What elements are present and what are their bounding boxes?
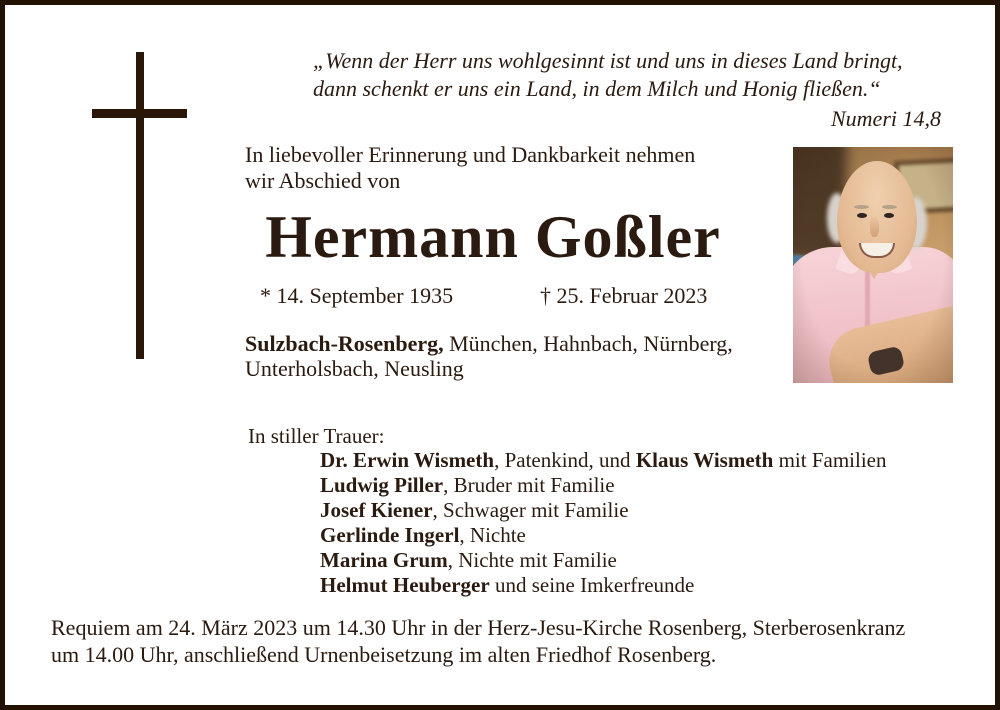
intro-text [245, 142, 695, 194]
mourner-relation: und seine Imkerfreunde [489, 573, 695, 597]
funeral-info-line2: um 14.00 Uhr, anschließend Urnenbeisetzung im alten Friedhof Rosenberg. [51, 642, 717, 667]
mourner-row [320, 498, 887, 523]
mourner-name: Dr. Erwin Wismeth [320, 448, 495, 472]
bible-quote [313, 47, 941, 133]
mourner-row [320, 523, 887, 548]
mourner-relation: , Nichte mit Familie [447, 548, 617, 572]
mourner-relation: , Bruder mit Familie [443, 473, 615, 497]
mourner-row [320, 573, 887, 598]
deceased-name: Hermann Goßler [265, 204, 721, 270]
funeral-info-line1: Requiem am 24. März 2023 um 14.30 Uhr in der Herz-Jesu-Kirche Rosenberg, Sterberosenkranz [51, 615, 906, 640]
intro-line1: In liebevoller Erinnerung und Dankbarkeit nehmen [245, 142, 696, 167]
quote-attribution: Numeri 14,8 [831, 106, 941, 131]
birth-date: * 14. September 1935 [260, 283, 454, 308]
mourner-relation: , Patenkind, und [494, 448, 636, 472]
home-town: Sulzbach-Rosenberg, [245, 331, 444, 356]
places-lived [245, 331, 775, 381]
mourner-name: Gerlinde Ingerl [320, 523, 460, 547]
mourner-name: Helmut Heuberger [320, 573, 490, 597]
mourner-row [320, 548, 887, 573]
cross-horizontal-bar [92, 109, 187, 118]
mourner-row [320, 473, 887, 498]
cross-vertical-bar [136, 52, 144, 359]
mourner-name: Ludwig Piller [320, 473, 444, 497]
mourning-header: In stiller Trauer: [248, 424, 385, 448]
mourner-name: Josef Kiener [320, 498, 433, 522]
bible-quote-line2: dann schenkt er uns ein Land, in dem Milch und Honig fließen.“ [313, 76, 881, 101]
mourner-relation: , Nichte [459, 523, 526, 547]
places-line1-rest: München, Hahnbach, Nürnberg, [443, 331, 733, 356]
places-line2: Unterholsbach, Neusling [245, 356, 464, 381]
death-date: † 25. Februar 2023 [540, 283, 708, 308]
portrait-photo [793, 147, 953, 383]
mourners-list [320, 448, 887, 598]
funeral-info [51, 614, 976, 668]
mourner-name: Marina Grum [320, 548, 448, 572]
mourner-relation: mit Familien [773, 448, 887, 472]
mourner-row [320, 448, 887, 473]
intro-line2: wir Abschied von [245, 168, 401, 193]
bible-quote-line1: „Wenn der Herr uns wohlgesinnt ist und uns in dieses Land bringt, [313, 48, 903, 73]
mourner-relation: , Schwager mit Familie [432, 498, 629, 522]
photo-vignette [793, 147, 953, 383]
mourner-name: Klaus Wismeth [635, 448, 774, 472]
